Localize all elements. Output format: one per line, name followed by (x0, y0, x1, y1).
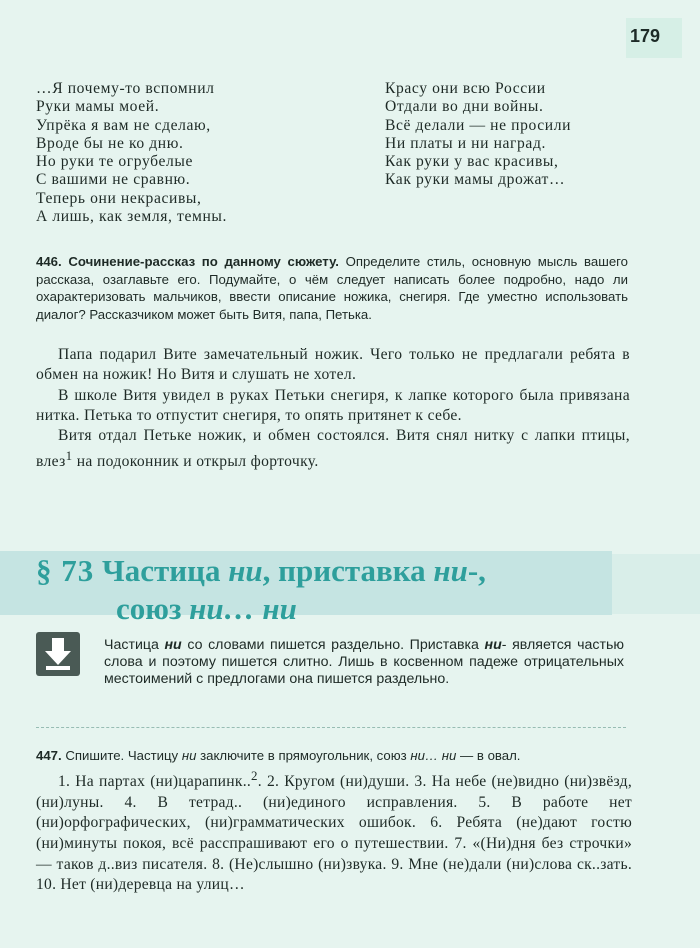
poem-line: …Я почему-то вспомнил (36, 80, 215, 97)
section-title (36, 552, 486, 628)
poem-line: Теперь они некрасивы, (36, 189, 202, 207)
story-paragraph (36, 426, 630, 473)
poem-right-column (385, 80, 571, 190)
section-title-em: ни… ни (189, 591, 297, 626)
rule-arrow-icon (36, 632, 80, 676)
task-instruction-text: заключите в прямоугольник, союз (196, 748, 411, 763)
exercise-text-part: 1. На партах (ни)царапинк.. (58, 773, 251, 791)
exercise-paragraph (36, 766, 632, 896)
footnote-mark: 2 (251, 768, 258, 783)
exercise-text (36, 766, 632, 896)
task-number: 446. (36, 254, 62, 269)
section-title-text: , приставка (262, 553, 434, 588)
story-text-part: на подоконник и открыл форточку. (72, 453, 319, 471)
rule-text (104, 637, 624, 689)
task-instruction-em: ни… ни (410, 748, 457, 763)
poem-line: Руки мамы моей. (36, 98, 160, 116)
rule-text-part: со словами пишется раздельно. Приставка (181, 637, 485, 653)
exercise-text-part: . 2. Кругом (ни)души. 3. На небе (не)видно (ни)звёзд, (ни)луны. 4. В тетрад.. (ни)единого исправления. 5. В работе нет (ни)орфографических, (ни)грамматических ошибок. 6. Ребята (не)дают гостю (ни)минуты покоя, всё расспрашивают его о путешествии. 7. «(Ни)дня без строчки» — таков д..виз писателя. 8. (Не)слышно (ни)звука. 9. Мне (не)дали (ни)слова ск..зать. 10. Нет (ни)деревца на улиц… (36, 773, 632, 894)
section-title-text: -, (467, 553, 486, 588)
poem-line: Отдали во дни войны. (385, 98, 544, 116)
poem-line: А лишь, как земля, темны. (36, 208, 227, 226)
task-446-instruction (36, 253, 628, 323)
poem-line: Но руки те огрубелые (36, 153, 194, 171)
task-number: 447. (36, 748, 62, 763)
poem-line: Как руки мамы дрожат… (385, 171, 566, 189)
poem-line: Ни платы и ни наград. (385, 134, 546, 152)
task-heading: Сочинение-рассказ по данному сюжету. (68, 254, 339, 269)
story-text (36, 345, 630, 473)
page-number: 179 (629, 26, 660, 46)
poem-line: Вроде бы не ко дню. (36, 134, 184, 152)
section-title-em: ни (433, 553, 468, 588)
task-instruction-em: ни (181, 748, 197, 763)
section-title-row (36, 590, 486, 628)
rule-em: ни (164, 637, 182, 653)
section-title-text: союз (116, 591, 190, 626)
section-sign: § 73 (36, 553, 95, 588)
poem-line: Как руки у вас красивы, (385, 153, 559, 171)
section-title-row (36, 552, 486, 590)
task-instruction-text: Спишите. Частицу (61, 748, 182, 763)
section-title-text: Частица (102, 553, 229, 588)
poem-left-column (36, 80, 227, 226)
poem-line: Упрёка я вам не сделаю, (36, 116, 211, 134)
poem-line: Всё делали — не просили (385, 116, 572, 134)
rule-paragraph (104, 637, 624, 689)
rule-divider (36, 727, 626, 728)
poem-line: С вашими не сравню. (36, 171, 191, 189)
story-text-part: Витя отдал Петьке ножик, и обмен состоялся. Витя снял нитку с лапки птицы, влез (36, 427, 630, 471)
task-instruction-text: — в овал. (456, 748, 521, 763)
footnote-mark: 1 (65, 448, 73, 464)
task-instruction-text: Определите стиль, основную мысль вашего рассказа, озаглавьте его. Подумайте, о чём следует написать более подробно, надо ли охарактеризовать мальчиков, ввести описание ножика, снегиря. Где уместно использовать диалог? Рассказчиком может быть Витя, папа, Петька. (36, 254, 629, 322)
section-header-band-right (612, 554, 700, 614)
task-447-instruction (36, 747, 630, 764)
rule-em: ни (484, 637, 502, 653)
poem-line: Красу они всю России (385, 80, 546, 97)
rule-text-part: Частица (104, 637, 165, 653)
section-title-em: ни (228, 553, 263, 588)
rule-text-part: - является частью слова и поэтому пишется слитно. Лишь в косвенном падеже отрицательных местоимений с предлогами она пишется раздельно. (104, 637, 624, 688)
story-paragraph: Папа подарил Вите замечательный ножик. Чего только не предлагали ребята в обмен на ножик! Но Витя и слушать не хотел. (36, 346, 630, 384)
story-paragraph: В школе Витя увидел в руках Петьки снегиря, к лапке которого была привязана нитка. Петька то отпустит снегиря, то опять притянет к себе. (36, 386, 630, 424)
